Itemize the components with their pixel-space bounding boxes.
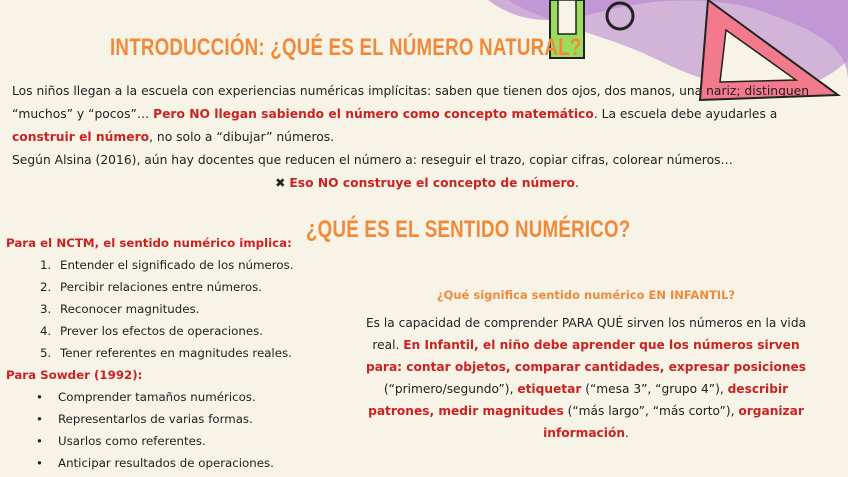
infantil-box [355,284,817,444]
sowder-list [6,386,336,474]
nctm-heading: Para el NCTM, el sentido numérico implica: [6,236,292,250]
nctm-list [6,254,336,364]
list-item: • Comprender tamaños numéricos. [6,386,336,408]
list-item: 4. Prever los efectos de operaciones. [40,324,264,338]
list-item: • Anticipar resultados de operaciones. [6,452,336,474]
intro-conclusion: ✖ Eso NO construye el concepto de número. [275,176,579,190]
section-title-intro: INTRODUCCIÓN: ¿QUÉ ES EL NÚMERO NATURAL? [110,34,582,61]
intro-paragraph-2: Según Alsina (2016), aún hay docentes que reducen el número a: reseguir el trazo, copiar cifras, colorear números… [12,153,733,167]
infantil-paragraph: Es la capacidad de comprender PARA QUÉ sirven los números en la vida real. En Infantil, el niño debe aprender que los números sirven para: contar objetos, comparar cantidades, expresar posiciones (“primero/segundo”), etiquetar (“mesa 3”, “grupo 4”), describir patrones, medir magnitudes (“más largo”, “más corto”), organizar información. [365,316,807,440]
list-item: 5. Tener referentes en magnitudes reales. [40,346,292,360]
infantil-heading: ¿Qué significa sentido numérico EN INFANTIL? [436,288,736,302]
list-item: 3. Reconocer magnitudes. [40,302,200,316]
list-item: 1. Entender el significado de los números. [40,258,294,272]
intro-paragraphs [12,80,842,195]
intro-paragraph-1: Los niños llegan a la escuela con experiencias numéricas implícitas: saben que tienen dos ojos, dos manos, una nariz; distinguen “muchos” y “pocos”… Pero NO llegan sabiendo el número como concepto matemático. La escuela debe ayudarles a construir el número, no solo a “dibujar” números. [12,84,810,144]
sowder-heading: Para Sowder (1992): [6,368,143,382]
list-item: • Representarlos de varias formas. [6,408,336,430]
definitions-column [6,232,336,474]
list-item: • Usarlos como referentes. [6,430,336,452]
section-title-sentido: ¿QUÉ ES EL SENTIDO NUMÉRICO? [306,216,631,243]
x-mark-icon: ✖ [275,176,286,190]
list-item: 2. Percibir relaciones entre números. [40,280,263,294]
